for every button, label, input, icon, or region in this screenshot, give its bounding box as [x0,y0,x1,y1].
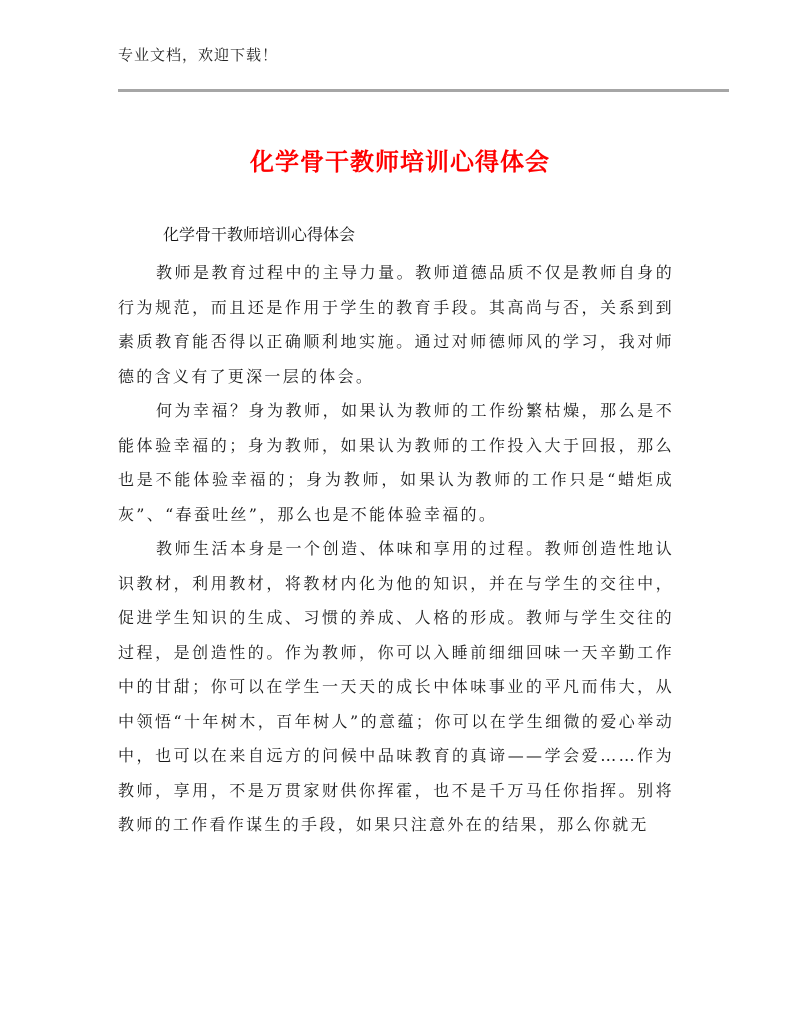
page-header: 专业文档，欢迎下载！ [118,46,279,64]
document-body [118,256,674,843]
document-subtitle: 化学骨干教师培训心得体会 [163,225,356,244]
paragraph: 教师生活本身是一个创造、体味和享用的过程。教师创造性地认识教材，利用教材，将教材内化为他的知识，并在与学生的交往中，促进学生知识的生成、习惯的养成、人格的形成。教师与学生交往的过程，是创造性的。作为教师，你可以入睡前细细回味一天辛勤工作中的甘甜；你可以在学生一天天的成长中体味事业的平凡而伟大，从中领悟“十年树木，百年树人”的意蕴；你可以在学生细微的爱心举动中，也可以在来自远方的问候中品味教育的真谛——学会爱……作为教师，享用，不是万贯家财供你挥霍，也不是千万马任你指挥。别将教师的工作看作谋生的手段，如果只注意外在的结果，那么你就无 [118,539,674,834]
document-title: 化学骨干教师培训心得体会 [250,148,550,176]
paragraph: 教师是教育过程中的主导力量。教师道德品质不仅是教师自身的行为规范，而且还是作用于学生的教育手段。其高尚与否，关系到到素质教育能否得以正确顺利地实施。通过对师德师风的学习，我对师德的含义有了更深一层的体会。 [118,263,674,386]
header-divider [118,89,729,92]
paragraph: 何为幸福？身为教师，如果认为教师的工作纷繁枯燥，那么是不能体验幸福的；身为教师，如果认为教师的工作投入大于回报，那么也是不能体验幸福的；身为教师，如果认为教师的工作只是“蜡炬成灰”、“春蚕吐丝”，那么也是不能体验幸福的。 [118,401,674,524]
